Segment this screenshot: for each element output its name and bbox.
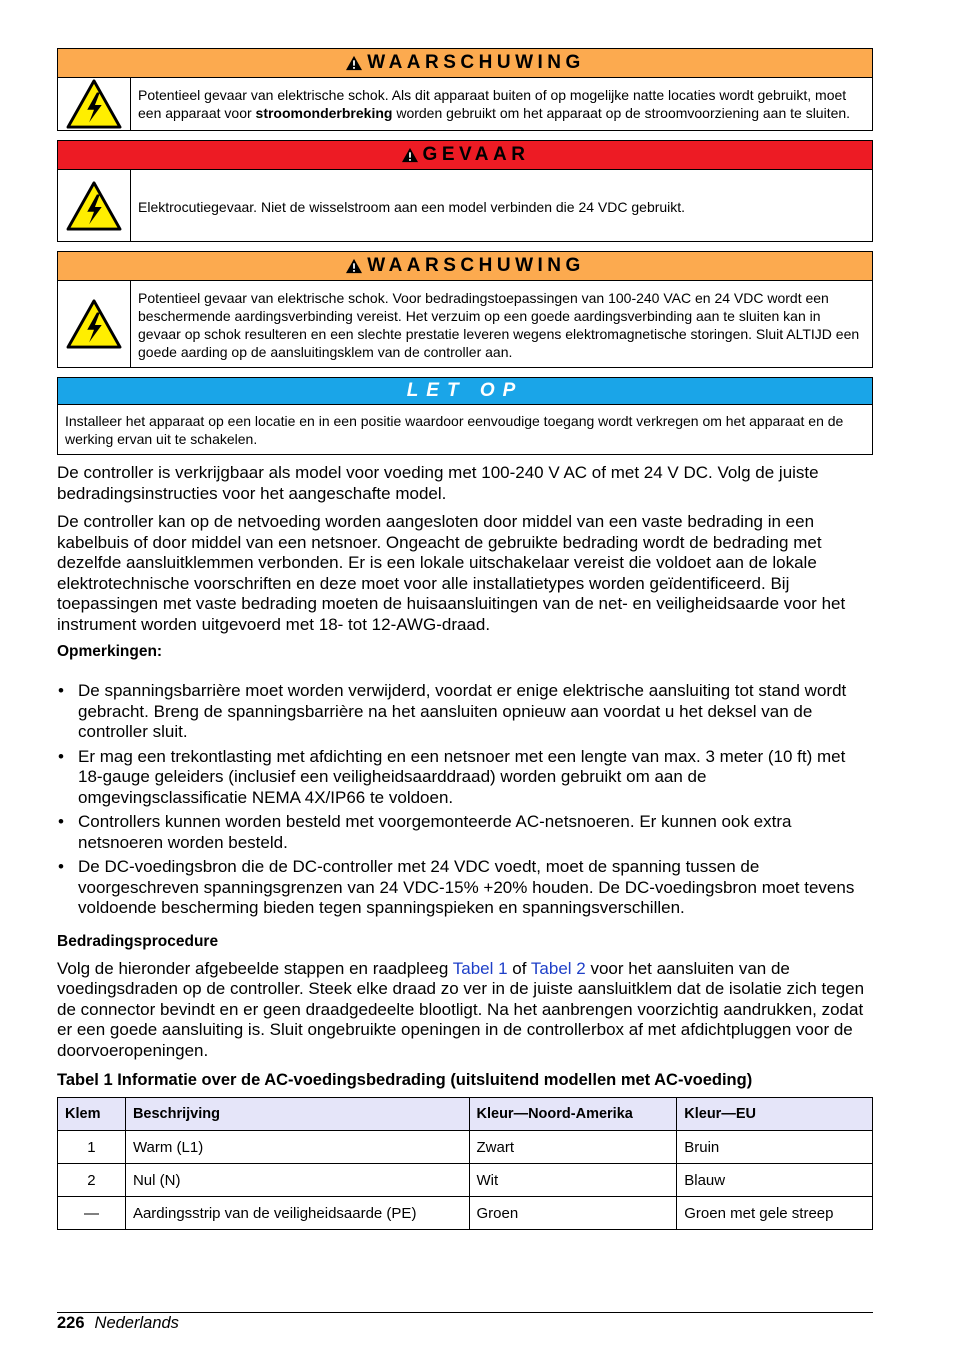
table-row	[58, 1131, 873, 1164]
danger-header-text: GEVAAR	[422, 144, 530, 165]
warning-box-1	[57, 48, 873, 131]
list-item: • De spanningsbarrière moet worden verwijderd, voordat er enige elektrische aansluiting tot stand wordt gebracht. Breng de spanningsbarrière na het aansluiten opnieuw aan voordat u het deksel van de controller sluit.	[57, 681, 873, 743]
warning-text: Potentieel gevaar van elektrische schok. Als dit apparaat buiten of op mogelijke natte locaties wordt gebruikt, moet een apparaat voor stroomonderbreking worden gebruikt om het apparaat op de stroomvoorziening aan te sluiten.	[138, 87, 851, 121]
list-item: • De DC-voedingsbron die de DC-controller met 24 VDC voedt, moet de spanning tussen de voorgeschreven spanningsgrenzen van 24 VDC-15% +20% houden. De DC-voedingsbron moet tevens voldoende bescherming bieden tegen spanningspieken en spanningsverschillen.	[57, 857, 873, 919]
table-header-row	[58, 1098, 873, 1131]
warning-triangle-icon	[401, 147, 419, 163]
warning-triangle-icon	[345, 55, 363, 71]
table-cell: Wit	[469, 1164, 677, 1197]
footer-language: Nederlands	[94, 1314, 179, 1332]
warning-header-text: WAARSCHUWING	[367, 255, 585, 276]
notice-text: Installeer het apparaat op een locatie en in een positie waardoor eenvoudige toegang wordt verkregen om het apparaat en de werking ervan uit te schakelen.	[65, 413, 844, 447]
page-footer	[57, 1312, 873, 1333]
notice-header	[58, 378, 872, 405]
table-cell: 2	[58, 1164, 126, 1197]
table-header-cell: Kleur—Noord-Amerika	[469, 1098, 677, 1131]
table-cell: Zwart	[469, 1131, 677, 1164]
table-row	[58, 1164, 873, 1197]
electric-shock-hazard-icon	[58, 78, 131, 130]
table-header-cell: Beschrijving	[125, 1098, 469, 1131]
danger-header	[58, 141, 872, 170]
table-header-cell: Klem	[58, 1098, 126, 1131]
notes-heading: Opmerkingen:	[57, 643, 163, 660]
paragraph-models: De controller is verkrijgbaar als model voor voeding met 100-240 V AC of met 24 V DC. Volg de juiste bedradingsinstructies voor het aangeschafte model.	[57, 463, 819, 503]
list-item: • Controllers kunnen worden besteld met voorgemonteerde AC-netsnoeren. Er kunnen ook extra netsnoeren worden besteld.	[57, 812, 873, 853]
warning-header-text: WAARSCHUWING	[367, 52, 585, 73]
electric-shock-hazard-icon	[58, 281, 131, 367]
list-item: • Er mag een trekontlasting met afdichting en een netsnoer met een lengte van max. 3 meter (10 ft) met 18-gauge geleiders (inclusief een veiligheidsaarddraad) worden gebruikt om aan de omgevingsclassificatie NEMA 4X/IP66 te voldoen.	[57, 747, 873, 809]
table-cell: Bruin	[677, 1131, 873, 1164]
table-2-link[interactable]: Tabel 2	[530, 958, 586, 978]
page-content	[57, 48, 873, 1230]
procedure-heading: Bedradingsprocedure	[57, 932, 219, 950]
page-number: 226	[57, 1314, 85, 1332]
ac-wiring-table	[57, 1097, 873, 1230]
table-caption: Tabel 1 Informatie over de AC-voedingsbedrading (uitsluitend modellen met AC-voeding)	[57, 1071, 753, 1089]
table-cell: Aardingsstrip van de veiligheidsaarde (PE)	[125, 1197, 469, 1230]
table-header-cell: Kleur—EU	[677, 1098, 873, 1131]
danger-box	[57, 140, 873, 242]
table-cell: —	[58, 1197, 126, 1230]
procedure-paragraph: Volg de hieronder afgebeelde stappen en raadpleeg Tabel 1 of Tabel 2 voor het aansluiten van de voedingsdraden op de controller. Steek elke draad zo ver in de juiste aansluitklem dat de isolatie zich tegen de connector bevindt en er geen draadgedeelte blootligt. Na het aanbrengen voorzichtig aandrukken, zodat er een goede aansluiting is. Sluit ongebruikte openingen in de controllerbox af met afdichtpluggen voor de doorvoeropeningen.	[57, 958, 865, 1060]
electric-shock-hazard-icon	[58, 170, 131, 241]
notice-header-text: LET OP	[406, 380, 524, 401]
warning-header	[58, 252, 872, 281]
table-1-link[interactable]: Tabel 1	[452, 958, 508, 978]
paragraph-wiring: De controller kan op de netvoeding worden aangesloten door middel van een vaste bedrading in een kabelbuis of door middel van een netsnoer. Ongeacht de gebruikte bedrading wordt de bedrading met dezelfde aansluitklemmen verbonden. Er is een lokale uitschakelaar vereist die voldoet aan de lokale elektrotechnische voorschriften en deze moet voor alle installatietypes worden geïdentificeerd. Bij toepassingen met vaste bedrading moeten de huisaansluitingen van de net- en veiligheidsaarde voor het instrument worden uitgevoerd met 18- tot 12-AWG-draad.	[57, 512, 846, 634]
warning-box-2	[57, 251, 873, 368]
table-cell: Groen met gele streep	[677, 1197, 873, 1230]
table-cell: Groen	[469, 1197, 677, 1230]
notice-box	[57, 377, 873, 455]
table-row	[58, 1197, 873, 1230]
table-cell: Blauw	[677, 1164, 873, 1197]
warning-triangle-icon	[345, 258, 363, 274]
table-cell: Nul (N)	[125, 1164, 469, 1197]
warning-header	[58, 49, 872, 78]
table-cell: 1	[58, 1131, 126, 1164]
table-cell: Warm (L1)	[125, 1131, 469, 1164]
notes-list	[57, 681, 873, 919]
warning-text: Potentieel gevaar van elektrische schok. Voor bedradingstoepassingen van 100-240 VAC en 24 VDC wordt een beschermende aardingsverbinding vereist. Het verzuim op een goede aardingsverbinding aan te sluiten kan in gevaar op schok resulteren en een slechte prestatie leveren wegens elektromagnetische storingen. Sluit ALTIJD een goede aarding op de aansluitingsklem van de controller aan.	[138, 290, 860, 360]
danger-text: Elektrocutiegevaar. Niet de wisselstroom aan een model verbinden die 24 VDC gebruikt.	[138, 198, 686, 215]
